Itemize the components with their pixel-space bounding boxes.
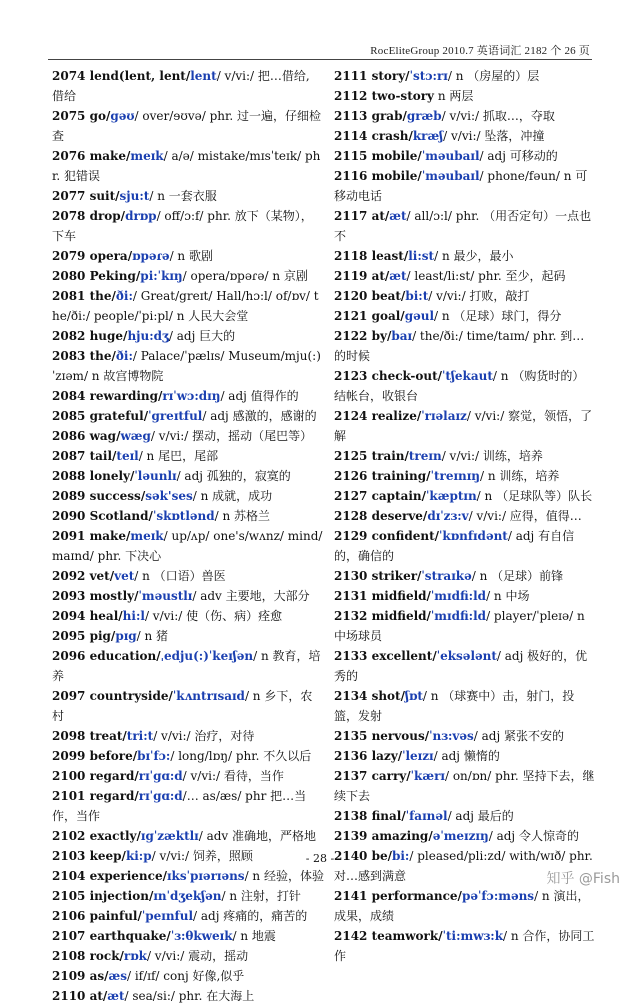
vocab-entry <box>334 806 596 826</box>
vocab-entry <box>334 126 596 146</box>
vocab-entry <box>52 966 324 986</box>
entry-word: 2087 tail/ <box>52 449 117 463</box>
entry-definition: / adj 紧张不安的 <box>473 729 564 743</box>
entry-phonetic: ˈeksələnt <box>436 649 497 663</box>
vocab-entry <box>52 686 324 726</box>
entry-phonetic: ði: <box>115 349 133 363</box>
entry-definition: / v/vi:/ 打败，敲打 <box>428 289 530 303</box>
entry-definition: / if/ɪf/ conj 好像,似乎 <box>126 969 245 983</box>
entry-definition: / all/ɔ:l/ phr. （用否定句）一点也不 <box>334 209 592 243</box>
entry-phonetic: meɪk <box>130 529 164 543</box>
entry-word: 2134 shot/ <box>334 689 405 703</box>
watermark: 知乎 @Fish <box>546 871 620 887</box>
vocab-entry <box>334 326 596 366</box>
entry-word: 2097 countryside/ <box>52 689 173 703</box>
entry-definition: / v/vi:/ 使（伤、病）痊愈 <box>144 609 283 623</box>
entry-word: 2075 go/ <box>52 109 111 123</box>
vocab-entry <box>52 726 324 746</box>
entry-phonetic: dɪˈzɜ:v <box>427 509 469 523</box>
entry-phonetic: sju:t <box>119 189 150 203</box>
vocab-entry <box>334 486 596 506</box>
entry-definition: / up/ʌp/ one's/wʌnz/ mind/maɪnd/ phr. 下决心 <box>52 529 323 563</box>
vocab-entry <box>334 646 596 686</box>
entry-word: 2138 final/ <box>334 809 406 823</box>
entry-word: 2089 success/ <box>52 489 146 503</box>
entry-definition: / n 成就，成功 <box>192 489 273 503</box>
entry-phonetic: æt <box>389 269 407 283</box>
vocab-entry <box>52 386 324 406</box>
entry-definition: / off/ɔ:f/ phr. 放下（某物），下车 <box>52 209 313 243</box>
entry-word: 2130 striker/ <box>334 569 422 583</box>
entry-phonetic: ˈstraɪkə <box>421 569 472 583</box>
entry-phonetic: æt <box>107 989 125 1003</box>
vocab-entry <box>334 886 596 926</box>
entry-word: 2100 regard/ <box>52 769 139 783</box>
entry-definition: / n 注射，打针 <box>221 889 301 903</box>
entry-phonetic: ɪnˈdʒekʃən <box>153 889 222 903</box>
entry-definition: / n 歌剧 <box>169 249 213 263</box>
vocab-entry <box>334 526 596 566</box>
entry-definition: / n 训练，培养 <box>480 469 560 483</box>
entry-definition: / phone/fəun/ n 可移动电话 <box>334 169 588 203</box>
entry-definition: / v/vi:/ 应得，值得… <box>468 509 582 523</box>
entry-word: 2081 the/ <box>52 289 116 303</box>
entry-word: 2084 rewarding/ <box>52 389 163 403</box>
entry-phonetic: ˈfaɪnəl <box>405 809 448 823</box>
entry-word: 2102 exactly/ <box>52 829 141 843</box>
vocab-entry <box>52 626 324 646</box>
vocab-entry <box>334 506 596 526</box>
entry-definition: / adv 主要地，大部分 <box>192 589 310 603</box>
entry-phonetic: ˈskɒtlənd <box>152 509 215 523</box>
entry-phonetic: ˈrɪəlaɪz <box>421 409 467 423</box>
entry-word: 2137 carry/ <box>334 769 411 783</box>
entry-word: 2080 Peking/ <box>52 269 141 283</box>
entry-phonetic: wæg <box>120 429 151 443</box>
entry-phonetic: ˈməustlɪ <box>138 589 193 603</box>
entry-definition: / adj 巨大的 <box>168 329 236 343</box>
entry-phonetic: ˌedju(:)ˈkeɪʃən <box>160 649 254 663</box>
entry-phonetic: bi: <box>391 849 410 863</box>
entry-definition: / adj 感激的，感谢的 <box>202 409 317 423</box>
entry-definition: / long/lɒŋ/ phr. 不久以后 <box>170 749 312 763</box>
entry-word: 2112 two-story <box>334 89 435 103</box>
entry-phonetic: ˈkæptɪn <box>426 489 477 503</box>
entry-phonetic: pɪg <box>115 629 137 643</box>
entry-phonetic: baɪ <box>391 329 413 343</box>
entry-word: 2101 regard/ <box>52 789 139 803</box>
entry-definition: / a/ə/ mistake/mɪsˈteɪk/ phr. 犯错误 <box>52 149 321 183</box>
entry-word: 2082 huge/ <box>52 329 128 343</box>
vocab-entry <box>52 446 324 466</box>
entry-word: 2110 at/ <box>52 989 108 1003</box>
entry-word: 2142 teamwork/ <box>334 929 443 943</box>
vocab-entry <box>52 586 324 606</box>
vocab-entry <box>334 586 596 606</box>
vocab-entry <box>334 926 596 966</box>
entry-definition: / v/vi:/ 抓取…，夺取 <box>441 109 555 123</box>
entry-phonetic: gəul <box>404 309 434 323</box>
entry-definition: / v/vi:/ 震动，摇动 <box>146 949 249 963</box>
vocab-entry <box>52 766 324 786</box>
entry-phonetic: rɪˈgɑ:d <box>138 789 183 803</box>
entry-word: 2086 wag/ <box>52 429 121 443</box>
vocab-entry <box>334 86 596 106</box>
entry-definition: / v/vi:/ 训练，培养 <box>441 449 543 463</box>
entry-word: 2118 least/ <box>334 249 409 263</box>
vocab-entry <box>334 146 596 166</box>
entry-word: 2117 at/ <box>334 209 390 223</box>
entry-phonetic: əˈmeɪzɪŋ <box>432 829 489 843</box>
entry-phonetic: ˈmɪdfi:ld <box>430 609 487 623</box>
entry-word: 2094 heal/ <box>52 609 123 623</box>
entry-word: 2090 Scotland/ <box>52 509 153 523</box>
entry-definition: / adj 懒惰的 <box>433 749 500 763</box>
entry-definition: / Great/greɪt/ Hall/hɔ:l/ of/ɒv/ the/ði:/ people/ˈpi:pl/ n 人民大会堂 <box>52 289 319 323</box>
entry-definition: / adj 可移动的 <box>479 149 558 163</box>
vocab-entry <box>334 406 596 446</box>
vocab-entry <box>52 886 324 906</box>
vocab-entry <box>52 986 324 1006</box>
vocab-entry <box>52 566 324 586</box>
vocab-entry <box>334 206 596 246</box>
entry-word: 2131 midfield/ <box>334 589 431 603</box>
entry-phonetic: vet <box>114 569 135 583</box>
entry-phonetic: ˈməubaɪl <box>421 169 480 183</box>
entry-phonetic: sək'ses <box>145 489 193 503</box>
entry-phonetic: tri:t <box>126 729 154 743</box>
entry-word: 2123 check-out/ <box>334 369 443 383</box>
entry-phonetic: meɪk <box>130 149 164 163</box>
entry-definition: / n （足球）球门，得分 <box>434 309 562 323</box>
entry-phonetic: hi:l <box>122 609 145 623</box>
entry-phonetic: ði: <box>115 289 133 303</box>
vocab-entry <box>52 246 324 266</box>
entry-word: 2128 deserve/ <box>334 509 428 523</box>
entry-definition: / adv 准确地，严格地 <box>198 829 317 843</box>
vocab-entry <box>334 726 596 746</box>
entry-definition: / n 中场 <box>486 589 530 603</box>
entry-definition: / v/vi:/ 治疗，对待 <box>153 729 255 743</box>
entry-word: 2114 crash/ <box>334 129 413 143</box>
vocab-entry <box>334 266 596 286</box>
entry-word: 2093 mostly/ <box>52 589 139 603</box>
entry-word: 2074 lend(lent, lent/ <box>52 69 191 83</box>
vocab-entry <box>52 646 324 686</box>
entry-word: 2104 experience/ <box>52 869 167 883</box>
entry-phonetic: ˈtreɪnɪŋ <box>430 469 481 483</box>
entry-definition: / least/li:st/ phr. 至少，起码 <box>406 269 566 283</box>
entry-definition: / n 地震 <box>232 929 276 943</box>
entry-definition: / player/ˈpleɪə/ n 中场球员 <box>334 609 585 643</box>
entry-phonetic: gəʊ <box>110 109 135 123</box>
right-column <box>334 66 596 966</box>
vocab-entry <box>52 186 324 206</box>
entry-word: 2107 earthquake/ <box>52 929 171 943</box>
entry-phonetic: kræʃ <box>412 129 444 143</box>
entry-word: 2124 realize/ <box>334 409 422 423</box>
entry-definition: / n （购货时的）结帐台，收银台 <box>334 369 585 403</box>
entry-word: 2083 the/ <box>52 349 116 363</box>
entry-phonetic: ˈnɜ:vəs <box>429 729 474 743</box>
entry-word: 2135 nervous/ <box>334 729 430 743</box>
entry-definition: / adj 孤独的，寂寞的 <box>176 469 291 483</box>
entry-definition: / on/ɒn/ phr. 坚持下去，继续下去 <box>334 769 595 803</box>
vocab-entry <box>52 106 324 146</box>
entry-definition: / adj 值得作的 <box>220 389 299 403</box>
entry-definition: / n 乡下，农村 <box>52 689 313 723</box>
entry-phonetic: teɪl <box>116 449 139 463</box>
vocab-entry <box>52 946 324 966</box>
vocab-entry <box>334 466 596 486</box>
entry-definition: / pleased/pli:zd/ with/wɪð/ phr. 对…感到满意 <box>334 849 593 883</box>
entry-phonetic: græb <box>406 109 442 123</box>
entry-word: 2088 lonely/ <box>52 469 135 483</box>
entry-definition: / v/vi:/ 看待，当作 <box>182 769 284 783</box>
entry-word: 2091 make/ <box>52 529 131 543</box>
entry-word: 2113 grab/ <box>334 109 407 123</box>
vocab-entry <box>334 446 596 466</box>
entry-definition: / opera/ɒpəɾə/ n 京剧 <box>182 269 308 283</box>
entry-word: 2132 midfield/ <box>334 609 431 623</box>
entry-definition: / adj 有自信的，确信的 <box>334 529 575 563</box>
vocab-entry <box>52 486 324 506</box>
entry-definition: / adj 令人惊奇的 <box>488 829 579 843</box>
vocab-entry <box>334 606 596 646</box>
entry-phonetic: ˈleɪzɪ <box>402 749 434 763</box>
entry-definition: / v/vi:/ 饲养，照顾 <box>151 849 253 863</box>
entry-word: 2106 painful/ <box>52 909 142 923</box>
vocab-entry <box>334 306 596 326</box>
vocab-entry <box>334 246 596 266</box>
entry-word: 2140 be/ <box>334 849 392 863</box>
entry-phonetic: treɪn <box>408 449 442 463</box>
entry-phonetic: bɪˈfɔ: <box>137 749 171 763</box>
vocab-entry <box>334 366 596 406</box>
entry-phonetic: li:st <box>408 249 435 263</box>
entry-word: 2098 treat/ <box>52 729 127 743</box>
entry-definition: / sea/si:/ phr. 在大海上 <box>124 989 255 1003</box>
entry-phonetic: ˈgreɪtful <box>148 409 203 423</box>
entry-definition: n 两层 <box>434 89 474 103</box>
entry-word: 2078 drop/ <box>52 209 126 223</box>
entry-word: 2085 grateful/ <box>52 409 149 423</box>
vocab-entry <box>52 866 324 886</box>
entry-word: 2092 vet/ <box>52 569 115 583</box>
vocab-entry <box>52 346 324 386</box>
vocab-entry <box>52 406 324 426</box>
entry-phonetic: ˈtʃekaut <box>442 369 493 383</box>
entry-phonetic: rɒk <box>123 949 147 963</box>
vocab-entry <box>52 426 324 446</box>
vocab-entry <box>334 746 596 766</box>
entry-phonetic: æt <box>389 209 407 223</box>
entry-phonetic: ˈkɒnfɪdənt <box>439 529 508 543</box>
entry-phonetic: ˈmɪdfi:ld <box>430 589 487 603</box>
vocab-entry <box>52 146 324 186</box>
vocab-entry <box>52 906 324 926</box>
entry-phonetic: hju:dʒ <box>127 329 169 343</box>
entry-phonetic: ˈkærɪ <box>410 769 445 783</box>
entry-phonetic: ˈstɔ:rɪ <box>409 69 448 83</box>
vocab-entry <box>52 826 324 846</box>
vocab-entry <box>334 286 596 306</box>
entry-phonetic: ɒpəɾə <box>132 249 170 263</box>
entry-definition: / n 苏格兰 <box>214 509 271 523</box>
entry-word: 2136 lazy/ <box>334 749 403 763</box>
left-column <box>52 66 324 1006</box>
entry-word: 2095 pig/ <box>52 629 116 643</box>
entry-word: 2120 beat/ <box>334 289 406 303</box>
vocab-entry <box>52 326 324 346</box>
entry-word: 2133 excellent/ <box>334 649 437 663</box>
entry-word: 2115 mobile/ <box>334 149 422 163</box>
vocab-entry <box>52 926 324 946</box>
vocab-entry <box>334 166 596 206</box>
entry-phonetic: ˈɜ:θkweɪk <box>170 929 233 943</box>
entry-phonetic: ˈkʌntrɪsaɪd <box>172 689 245 703</box>
entry-definition: / n 经验，体验 <box>244 869 324 883</box>
entry-word: 2079 opera/ <box>52 249 133 263</box>
entry-definition: / adj 疼痛的，痛苦的 <box>193 909 308 923</box>
entry-word: 2119 at/ <box>334 269 390 283</box>
entry-phonetic: rɪˈwɔ:dɪŋ <box>162 389 221 403</box>
entry-definition: / v/vi:/ 察觉，领悟，了解 <box>334 409 593 443</box>
entry-word: 2099 before/ <box>52 749 138 763</box>
entry-word: 2109 as/ <box>52 969 109 983</box>
entry-phonetic: pi:ˈkɪŋ <box>140 269 183 283</box>
vocab-entry <box>52 526 324 566</box>
entry-definition: / n 演出，成果，成绩 <box>334 889 590 923</box>
entry-definition: / n 教育，培养 <box>52 649 321 683</box>
page-header: RocEliteGroup 2010.7 英语词汇 2182 个 26 页 <box>370 45 590 57</box>
entry-definition: / adj 最后的 <box>447 809 514 823</box>
entry-word: 2127 captain/ <box>334 489 427 503</box>
vocab-entry <box>52 286 324 326</box>
entry-definition: / the/ði:/ time/taɪm/ phr. 到…的时候 <box>334 329 585 363</box>
entry-definition: / over/ɘʊvə/ phr. 过一遍，仔细检查 <box>52 109 322 143</box>
entry-phonetic: lent <box>190 69 217 83</box>
entry-word: 2076 make/ <box>52 149 131 163</box>
entry-definition: / n 最少，最小 <box>434 249 514 263</box>
vocab-entry <box>52 466 324 486</box>
entry-word: 2105 injection/ <box>52 889 154 903</box>
entry-word: 2111 story/ <box>334 69 410 83</box>
entry-phonetic: ɪgˈzæktlɪ <box>140 829 199 843</box>
vocab-entry <box>52 506 324 526</box>
entry-phonetic: ˈməubaɪl <box>421 149 480 163</box>
entry-word: 2122 by/ <box>334 329 392 343</box>
entry-phonetic: ki:p <box>125 849 152 863</box>
entry-word: 2077 suit/ <box>52 189 120 203</box>
vocab-entry <box>334 686 596 726</box>
entry-phonetic: ʃɒt <box>405 689 423 703</box>
vocab-entry <box>334 106 596 126</box>
entry-word: 2139 amazing/ <box>334 829 433 843</box>
entry-word: 2126 training/ <box>334 469 431 483</box>
entry-definition: / n （足球队等）队长 <box>476 489 593 503</box>
entry-phonetic: pəˈfɔ:məns <box>461 889 535 903</box>
vocab-entry <box>334 766 596 806</box>
entry-phonetic: ɪksˈpɪərɪəns <box>166 869 245 883</box>
vocab-entry <box>52 606 324 626</box>
entry-word: 2121 goal/ <box>334 309 405 323</box>
entry-word: 2129 confident/ <box>334 529 440 543</box>
vocab-entry <box>334 826 596 846</box>
header-rule <box>48 59 592 60</box>
vocab-entry <box>334 66 596 86</box>
entry-phonetic: bi:t <box>405 289 429 303</box>
entry-word: 2108 rock/ <box>52 949 124 963</box>
entry-word: 2096 education/ <box>52 649 161 663</box>
entry-phonetic: ˈpeɪnful <box>141 909 193 923</box>
vocab-entry <box>52 66 324 106</box>
entry-definition: / Palace/ˈpælɪs/ Museum/mju(:)ˈzɪəm/ n 故宫博物院 <box>52 349 321 383</box>
entry-definition: /… as/æs/ phr 把…当作，当作 <box>52 789 307 823</box>
entry-definition: / n 一套衣服 <box>149 189 217 203</box>
vocab-entry <box>52 786 324 826</box>
page-number: - 28 - <box>305 852 335 865</box>
entry-definition: / n （口语）兽医 <box>134 569 226 583</box>
entry-word: 2116 mobile/ <box>334 169 422 183</box>
entry-definition: / adj 极好的，优秀的 <box>334 649 588 683</box>
entry-phonetic: rɪˈgɑ:d <box>138 769 183 783</box>
entry-phonetic: drɒp <box>125 209 157 223</box>
vocab-entry <box>52 266 324 286</box>
entry-definition: / n （球赛中）击，射门，投篮，发射 <box>334 689 575 723</box>
vocab-entry <box>52 746 324 766</box>
entry-definition: / v/vi:/ 坠落，冲撞 <box>443 129 545 143</box>
entry-word: 2141 performance/ <box>334 889 462 903</box>
vocab-entry <box>334 566 596 586</box>
entry-definition: / v/vi:/ 把…借给, 借给 <box>52 69 310 103</box>
entry-word: 2125 train/ <box>334 449 409 463</box>
entry-phonetic: æs <box>108 969 127 983</box>
entry-definition: / v/vi:/ 摆动，摇动（尾巴等） <box>150 429 313 443</box>
entry-definition: / n 尾巴，尾部 <box>138 449 219 463</box>
entry-definition: / n 合作，协同工作 <box>334 929 595 963</box>
entry-phonetic: ˈti:mwɜ:k <box>442 929 504 943</box>
entry-definition: / n 猪 <box>136 629 169 643</box>
entry-phonetic: ˈləunlɪ <box>134 469 177 483</box>
entry-definition: / n （足球）前锋 <box>471 569 564 583</box>
vocab-entry <box>52 206 324 246</box>
entry-definition: / n （房屋的）层 <box>447 69 540 83</box>
entry-word: 2103 keep/ <box>52 849 126 863</box>
